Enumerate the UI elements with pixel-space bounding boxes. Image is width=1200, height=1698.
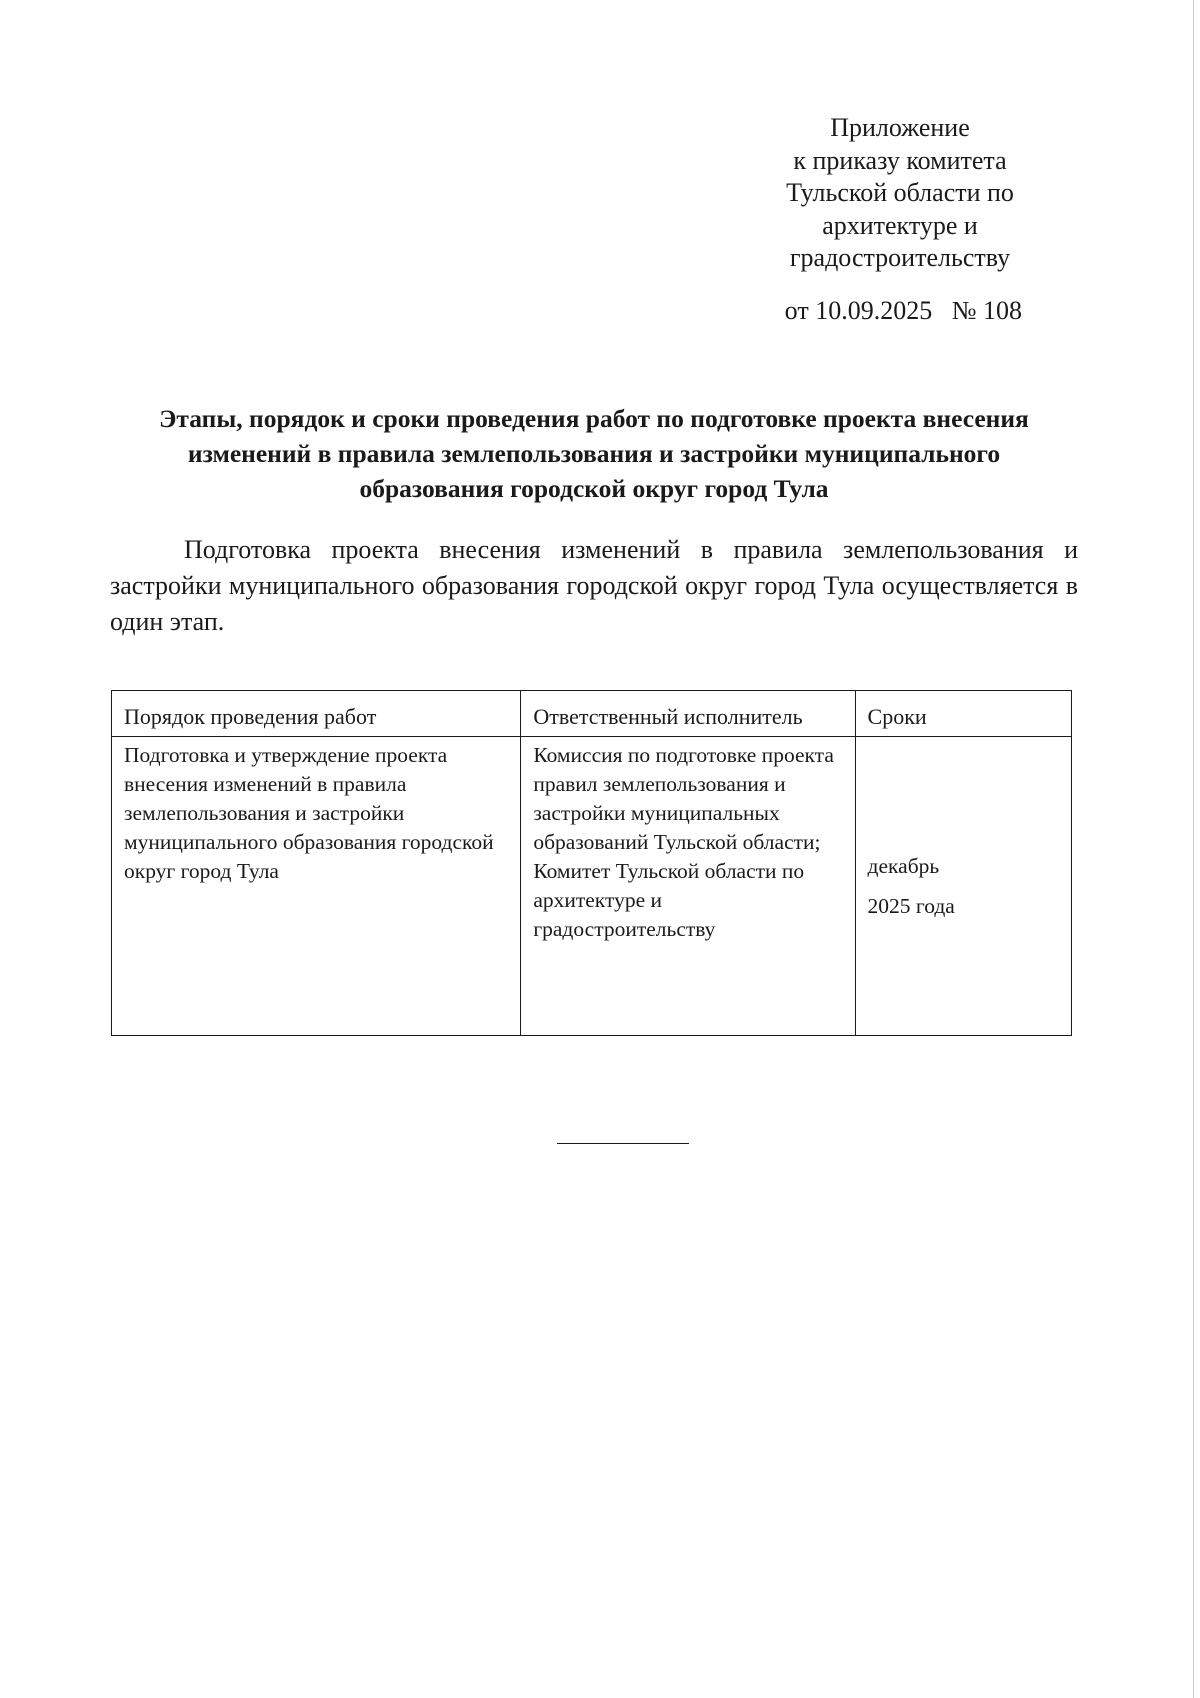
title-line: изменений в правила землепользования и застройки муниципального [187, 439, 1001, 468]
page-edge-line [1193, 0, 1194, 1698]
intro-paragraph: Подготовка проекта внесения изменений в правила землепользования и застройки муниципального образования городской округ город Тула осуществляется в один этап. [110, 535, 1078, 636]
appendix-line: Тульской области по [786, 178, 1014, 207]
appendix-line: градостроительству [789, 243, 1011, 272]
cell-work: Подготовка и утверждение проекта внесения изменений в правила землепользования и застройки муниципального образования городской округ город Тула [112, 737, 521, 1036]
appendix-line: Приложение [830, 113, 970, 142]
term-year: 2025 года [867, 894, 955, 918]
appendix-line: архитектуре и [822, 210, 978, 240]
document-title [108, 401, 1080, 506]
header-terms: Сроки [855, 691, 1071, 737]
term-month: декабрь [867, 854, 940, 878]
executor-commission: Комиссия по подготовке проекта правил землепользования и застройки муниципальных образований Тульской области; [533, 743, 834, 854]
cell-terms [855, 737, 1071, 1036]
order-date-number: от 10.09.2025 № 108 [784, 295, 1022, 325]
end-divider [557, 1143, 689, 1144]
cell-executor [521, 737, 855, 1036]
table-row [112, 737, 1072, 1036]
header-work-order: Порядок проведения работ [112, 691, 521, 737]
title-line: Этапы, порядок и сроки проведения работ по подготовке проекта внесения [159, 404, 1029, 433]
appendix-header [700, 112, 1100, 327]
appendix-line: к приказу комитета [793, 145, 1007, 175]
header-executor: Ответственный исполнитель [521, 691, 855, 737]
table-header-row [112, 691, 1072, 737]
title-line: образования городской округ город Тула [359, 474, 829, 503]
stages-table [111, 690, 1072, 1036]
executor-committee: Комитет Тульской области по архитектуре и градостроительству [533, 859, 805, 941]
